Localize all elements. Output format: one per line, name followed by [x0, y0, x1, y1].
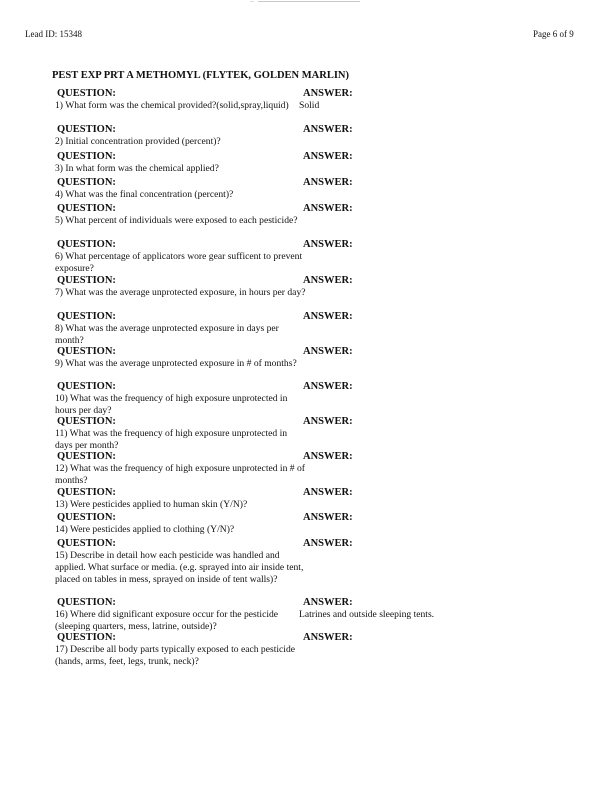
- answer-label: ANSWER:: [303, 124, 353, 135]
- question-text: 11) What was the frequency of high exposure unprotected in days per month?: [55, 428, 288, 451]
- question-text: 1) What form was the chemical provided?(solid,spray,liquid): [55, 100, 289, 111]
- answer-label: ANSWER:: [303, 632, 353, 643]
- answer-label: ANSWER:: [303, 88, 353, 99]
- question-label: QUESTION:: [57, 203, 116, 214]
- answer-label: ANSWER:: [303, 451, 353, 462]
- answer-label: ANSWER:: [303, 416, 353, 427]
- answer-label: ANSWER:: [303, 597, 353, 608]
- document-title: PEST EXP PRT A METHOMYL (FLYTEK, GOLDEN MARLIN): [52, 70, 349, 81]
- question-text: 2) Initial concentration provided (percent)?: [55, 136, 221, 147]
- answer-label: ANSWER:: [303, 239, 353, 250]
- question-label: QUESTION:: [57, 275, 116, 286]
- question-text: 12) What was the frequency of high exposure unprotected in # of months?: [55, 463, 305, 486]
- page-number: Page 6 of 9: [533, 29, 574, 39]
- answer-label: ANSWER:: [303, 512, 353, 523]
- lead-id: Lead ID: 15348: [25, 29, 82, 39]
- question-label: QUESTION:: [57, 451, 116, 462]
- question-label: QUESTION:: [57, 512, 116, 523]
- question-label: QUESTION:: [57, 346, 116, 357]
- answer-label: ANSWER:: [303, 151, 353, 162]
- question-text: 10) What was the frequency of high exposure unprotected in hours per day?: [55, 393, 288, 416]
- scan-artifact: [250, 1, 254, 2]
- answer-label: ANSWER:: [303, 177, 353, 188]
- question-text: 5) What percent of individuals were exposed to each pesticide?: [55, 215, 298, 226]
- answer-label: ANSWER:: [303, 538, 353, 549]
- question-label: QUESTION:: [57, 632, 116, 643]
- answer-label: ANSWER:: [303, 487, 353, 498]
- question-text: 4) What was the final concentration (percent)?: [55, 189, 234, 200]
- question-label: QUESTION:: [57, 151, 116, 162]
- question-label: QUESTION:: [57, 311, 116, 322]
- question-label: QUESTION:: [57, 416, 116, 427]
- question-text: 6) What percentage of applicators wore gear sufficent to prevent exposure?: [55, 251, 303, 274]
- question-text: 7) What was the average unprotected exposure, in hours per day?: [55, 287, 306, 298]
- answer-label: ANSWER:: [303, 311, 353, 322]
- answer-label: ANSWER:: [303, 275, 353, 286]
- question-label: QUESTION:: [57, 124, 116, 135]
- question-text: 14) Were pesticides applied to clothing (Y/N)?: [55, 524, 235, 535]
- scan-artifact-line: [258, 1, 360, 2]
- answer-text: Latrines and outside sleeping tents.: [299, 609, 435, 620]
- question-text: 3) In what form was the chemical applied?: [55, 163, 219, 174]
- answer-text: Solid: [299, 100, 320, 111]
- question-text: 16) Where did significant exposure occur for the pesticide (sleeping quarters, mess, latrine, outside)?: [55, 609, 279, 632]
- question-text: 8) What was the average unprotected exposure in days per month?: [55, 323, 279, 346]
- question-label: QUESTION:: [57, 239, 116, 250]
- question-text: 9) What was the average unprotected exposure in # of months?: [55, 358, 297, 369]
- question-label: QUESTION:: [57, 177, 116, 188]
- question-label: QUESTION:: [57, 487, 116, 498]
- question-label: QUESTION:: [57, 538, 116, 549]
- question-label: QUESTION:: [57, 597, 116, 608]
- answer-label: ANSWER:: [303, 381, 353, 392]
- question-text: 15) Describe in detail how each pesticide was handled and applied. What surface or media. (e.g. sprayed into air inside tent, placed on tables in mess, sprayed on inside of tent walls)?: [55, 550, 304, 585]
- question-text: 13) Were pesticides applied to human skin (Y/N)?: [55, 499, 248, 510]
- answer-label: ANSWER:: [303, 346, 353, 357]
- question-text: 17) Describe all body parts typically exposed to each pesticide (hands, arms, feet, legs, trunk, neck)?: [55, 644, 296, 667]
- question-label: QUESTION:: [57, 88, 116, 99]
- question-label: QUESTION:: [57, 381, 116, 392]
- answer-label: ANSWER:: [303, 203, 353, 214]
